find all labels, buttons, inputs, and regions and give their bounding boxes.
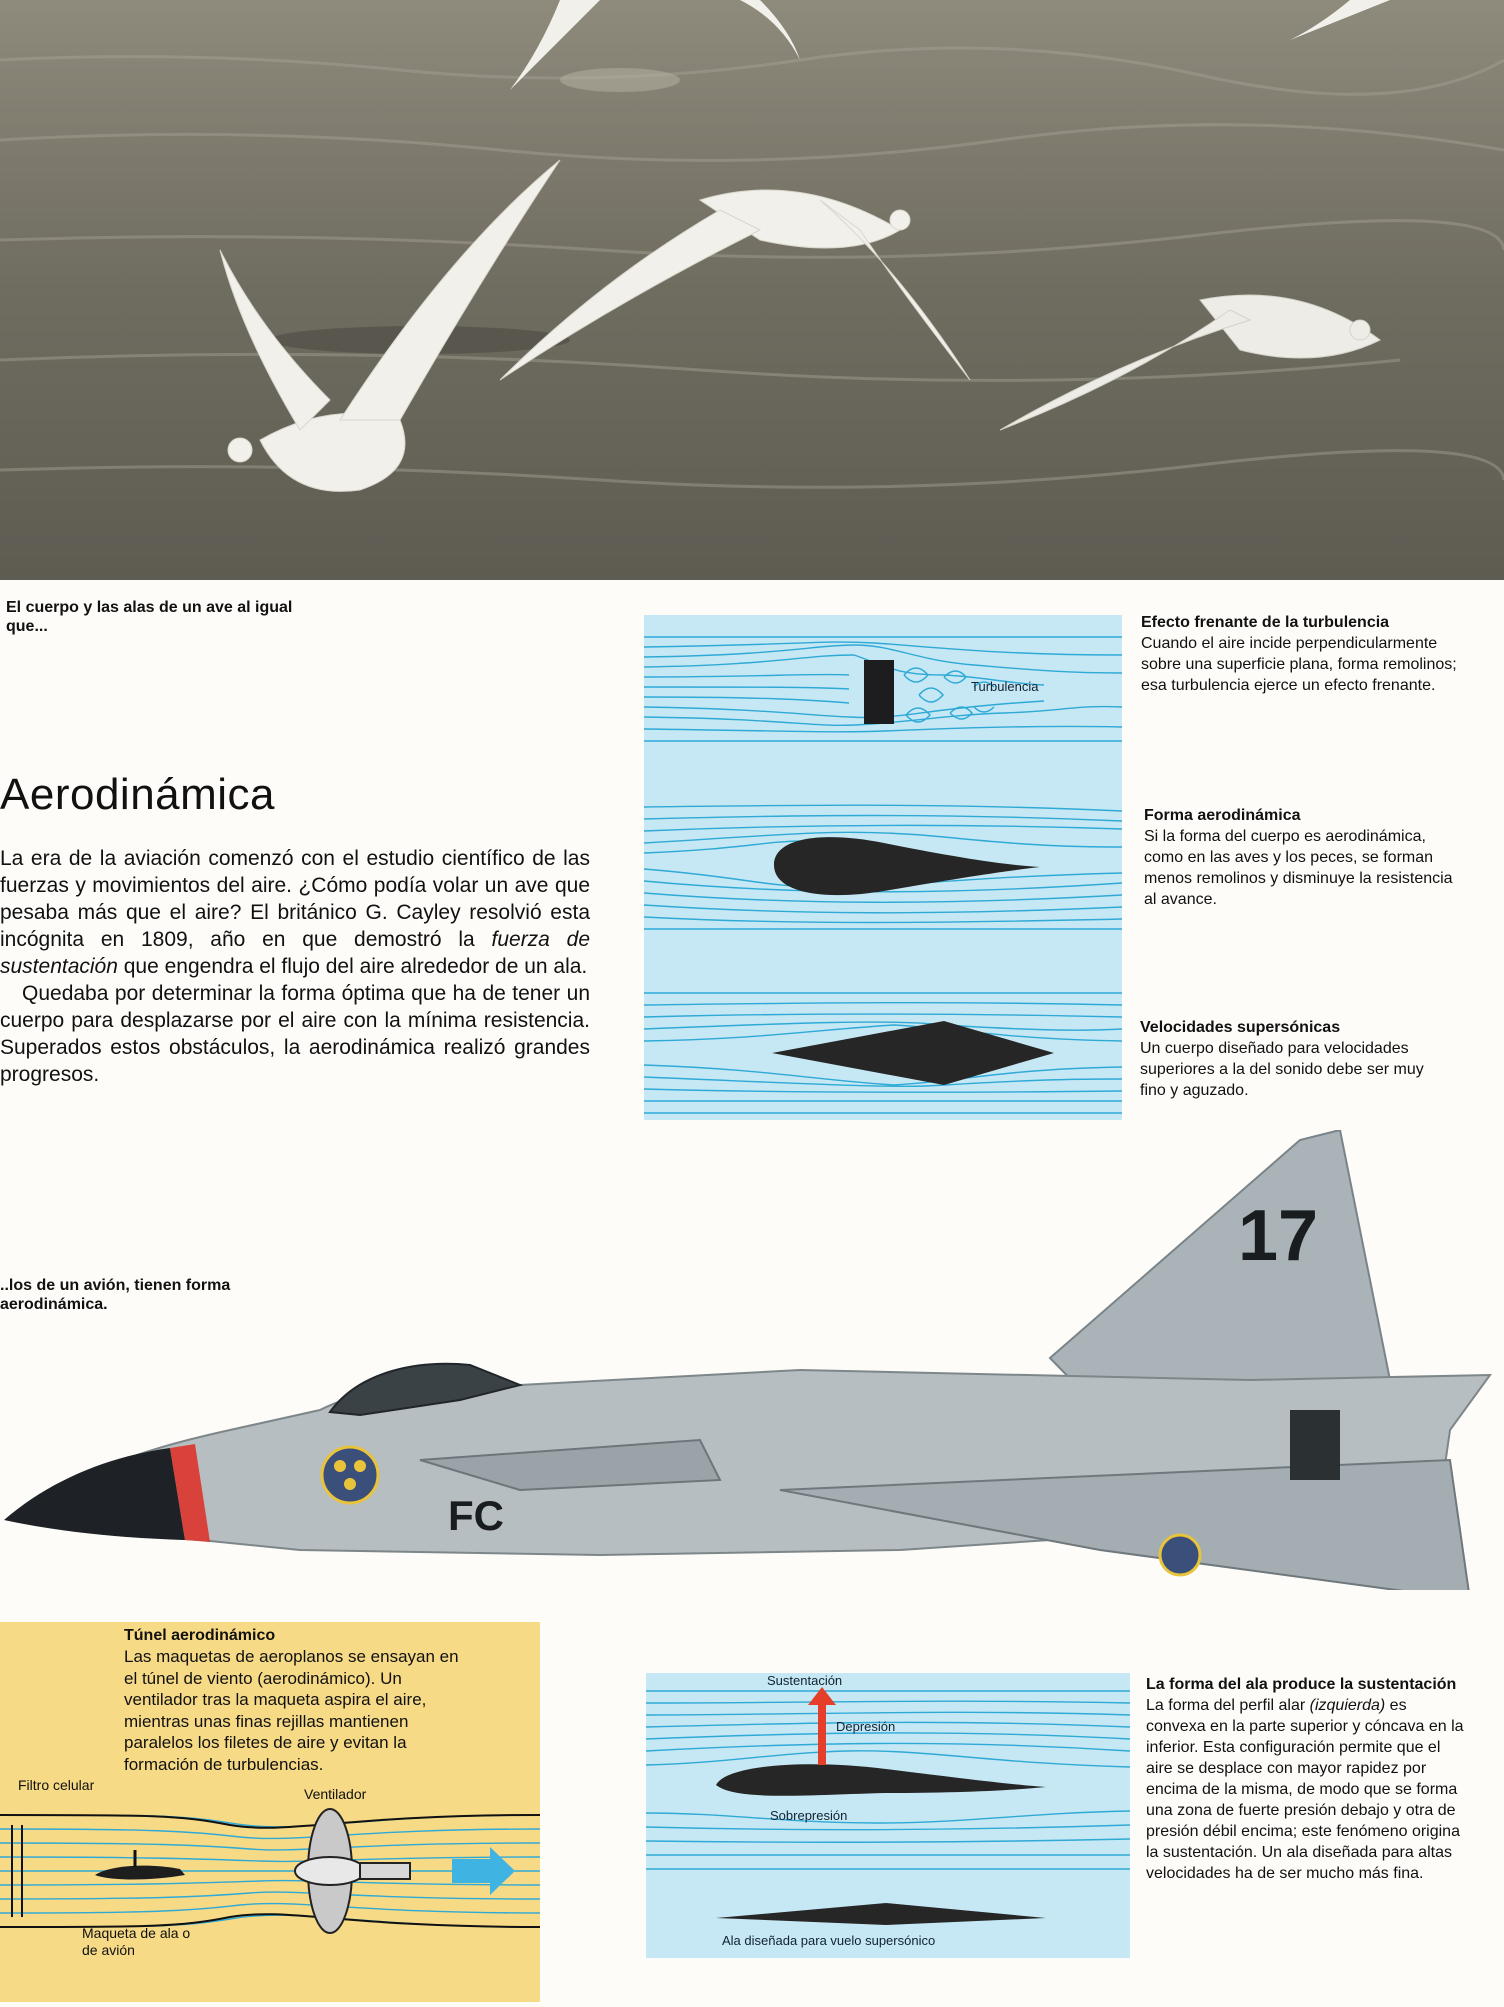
wind-tunnel-title: Túnel aerodinámico <box>124 1627 276 1644</box>
fan-label: Ventilador <box>304 1786 367 1802</box>
aerodynamic-form-text: Si la forma del cuerpo es aerodinámica, como en las aves y los peces, se forman menos remolinos y disminuye la resistencia al avance. <box>1144 828 1453 908</box>
nose-code: FC <box>448 1492 504 1539</box>
lift-label: Sustentación <box>767 1673 843 1688</box>
turbulence-title: Efecto frenante de la turbulencia <box>1141 614 1390 631</box>
lift-explanation <box>1146 1675 1464 1884</box>
birds-caption: El cuerpo y las alas de un ave al igual que... <box>6 599 293 635</box>
filter-label: Filtro celular <box>18 1777 95 1793</box>
aerodynamic-form-title: Forma aerodinámica <box>1144 807 1301 824</box>
supersonic-body-shape <box>772 1021 1054 1085</box>
streamlined-body-shape <box>774 837 1040 895</box>
article-paragraph-2: Quedaba por determinar la forma óptima que ha de tener un cuerpo para desplazarse por el aire con la mínima resistencia. Superados estos obstáculos, la aerodinámica realizó grandes progresos. <box>0 982 590 1086</box>
flow-diagrams-panel <box>644 615 1122 1120</box>
wind-tunnel-text: Las maquetas de aeroplanos se ensayan en el túnel de viento (aerodinámico). Un ventilador tras la maqueta aspira el aire, mientras unas finas rejillas mantienen paralelos los filetes de aire y evitan la formación de turbulencias. <box>124 1647 459 1774</box>
model-label: Maqueta de ala o de avión <box>82 1925 191 1958</box>
supersonic-text: Un cuerpo diseñado para velocidades superiores a la del sonido debe ser muy fino y aguzado. <box>1140 1040 1424 1099</box>
turbulence-text: Cuando el aire incide perpendicularmente sobre una superficie plana, forma remolinos; esa turbulencia ejerce un efecto frenante. <box>1141 635 1457 694</box>
tail-number: 17 <box>1238 1196 1319 1276</box>
turbulence-explanation <box>1141 613 1481 696</box>
airfoil-shape <box>716 1764 1046 1796</box>
turbulence-label: Turbulencia <box>971 679 1039 694</box>
supersonic-title: Velocidades supersónicas <box>1140 1019 1341 1036</box>
supersonic-wing-shape <box>716 1903 1046 1925</box>
lift-title: La forma del ala produce la sustentación <box>1146 1676 1457 1693</box>
article-title: Aerodinámica <box>0 770 276 819</box>
lift-text: La forma del perfil alar (izquierda) es convexa en la parte superior y cóncava en la inferior. Esta configuración permite que el aire se desplace con mayor rapidez por encima de la misma, de modo que se forma una zona de fuerte presión debajo y otra de presión débil encima; este fenómeno origina la sustentación. Un ala diseñada para altas velocidades ha de ser mucho más fina. <box>1146 1697 1464 1882</box>
plane-caption: ..los de un avión, tienen forma aerodinámica. <box>0 1277 231 1313</box>
article-paragraph-1: La era de la aviación comenzó con el estudio científico de las fuerzas y movimientos del aire. ¿Cómo podía volar un ave que pesaba más que el aire? El británico G. Cayley resolvió esta incógnita en 1809, año en que demostró la fuerza de sustentación que engendra el flujo del aire alrededor de un ala. <box>0 847 590 978</box>
aerodynamic-form-explanation <box>1144 806 1464 910</box>
article-body <box>0 845 590 1088</box>
supersonic-explanation <box>1140 1018 1440 1101</box>
flat-plate-shape <box>864 660 894 724</box>
aircraft-illustration <box>0 1130 1504 1590</box>
wind-tunnel-diagram <box>0 1775 540 2002</box>
lift-diagram-panel <box>646 1673 1130 1958</box>
supersonic-wing-label: Ala diseñada para vuelo supersónico <box>722 1933 936 1948</box>
wind-tunnel-explanation <box>124 1626 464 1775</box>
overpressure-label: Sobrepresión <box>770 1808 848 1823</box>
depression-label: Depresión <box>836 1719 896 1734</box>
gulls-photo <box>0 0 1504 580</box>
